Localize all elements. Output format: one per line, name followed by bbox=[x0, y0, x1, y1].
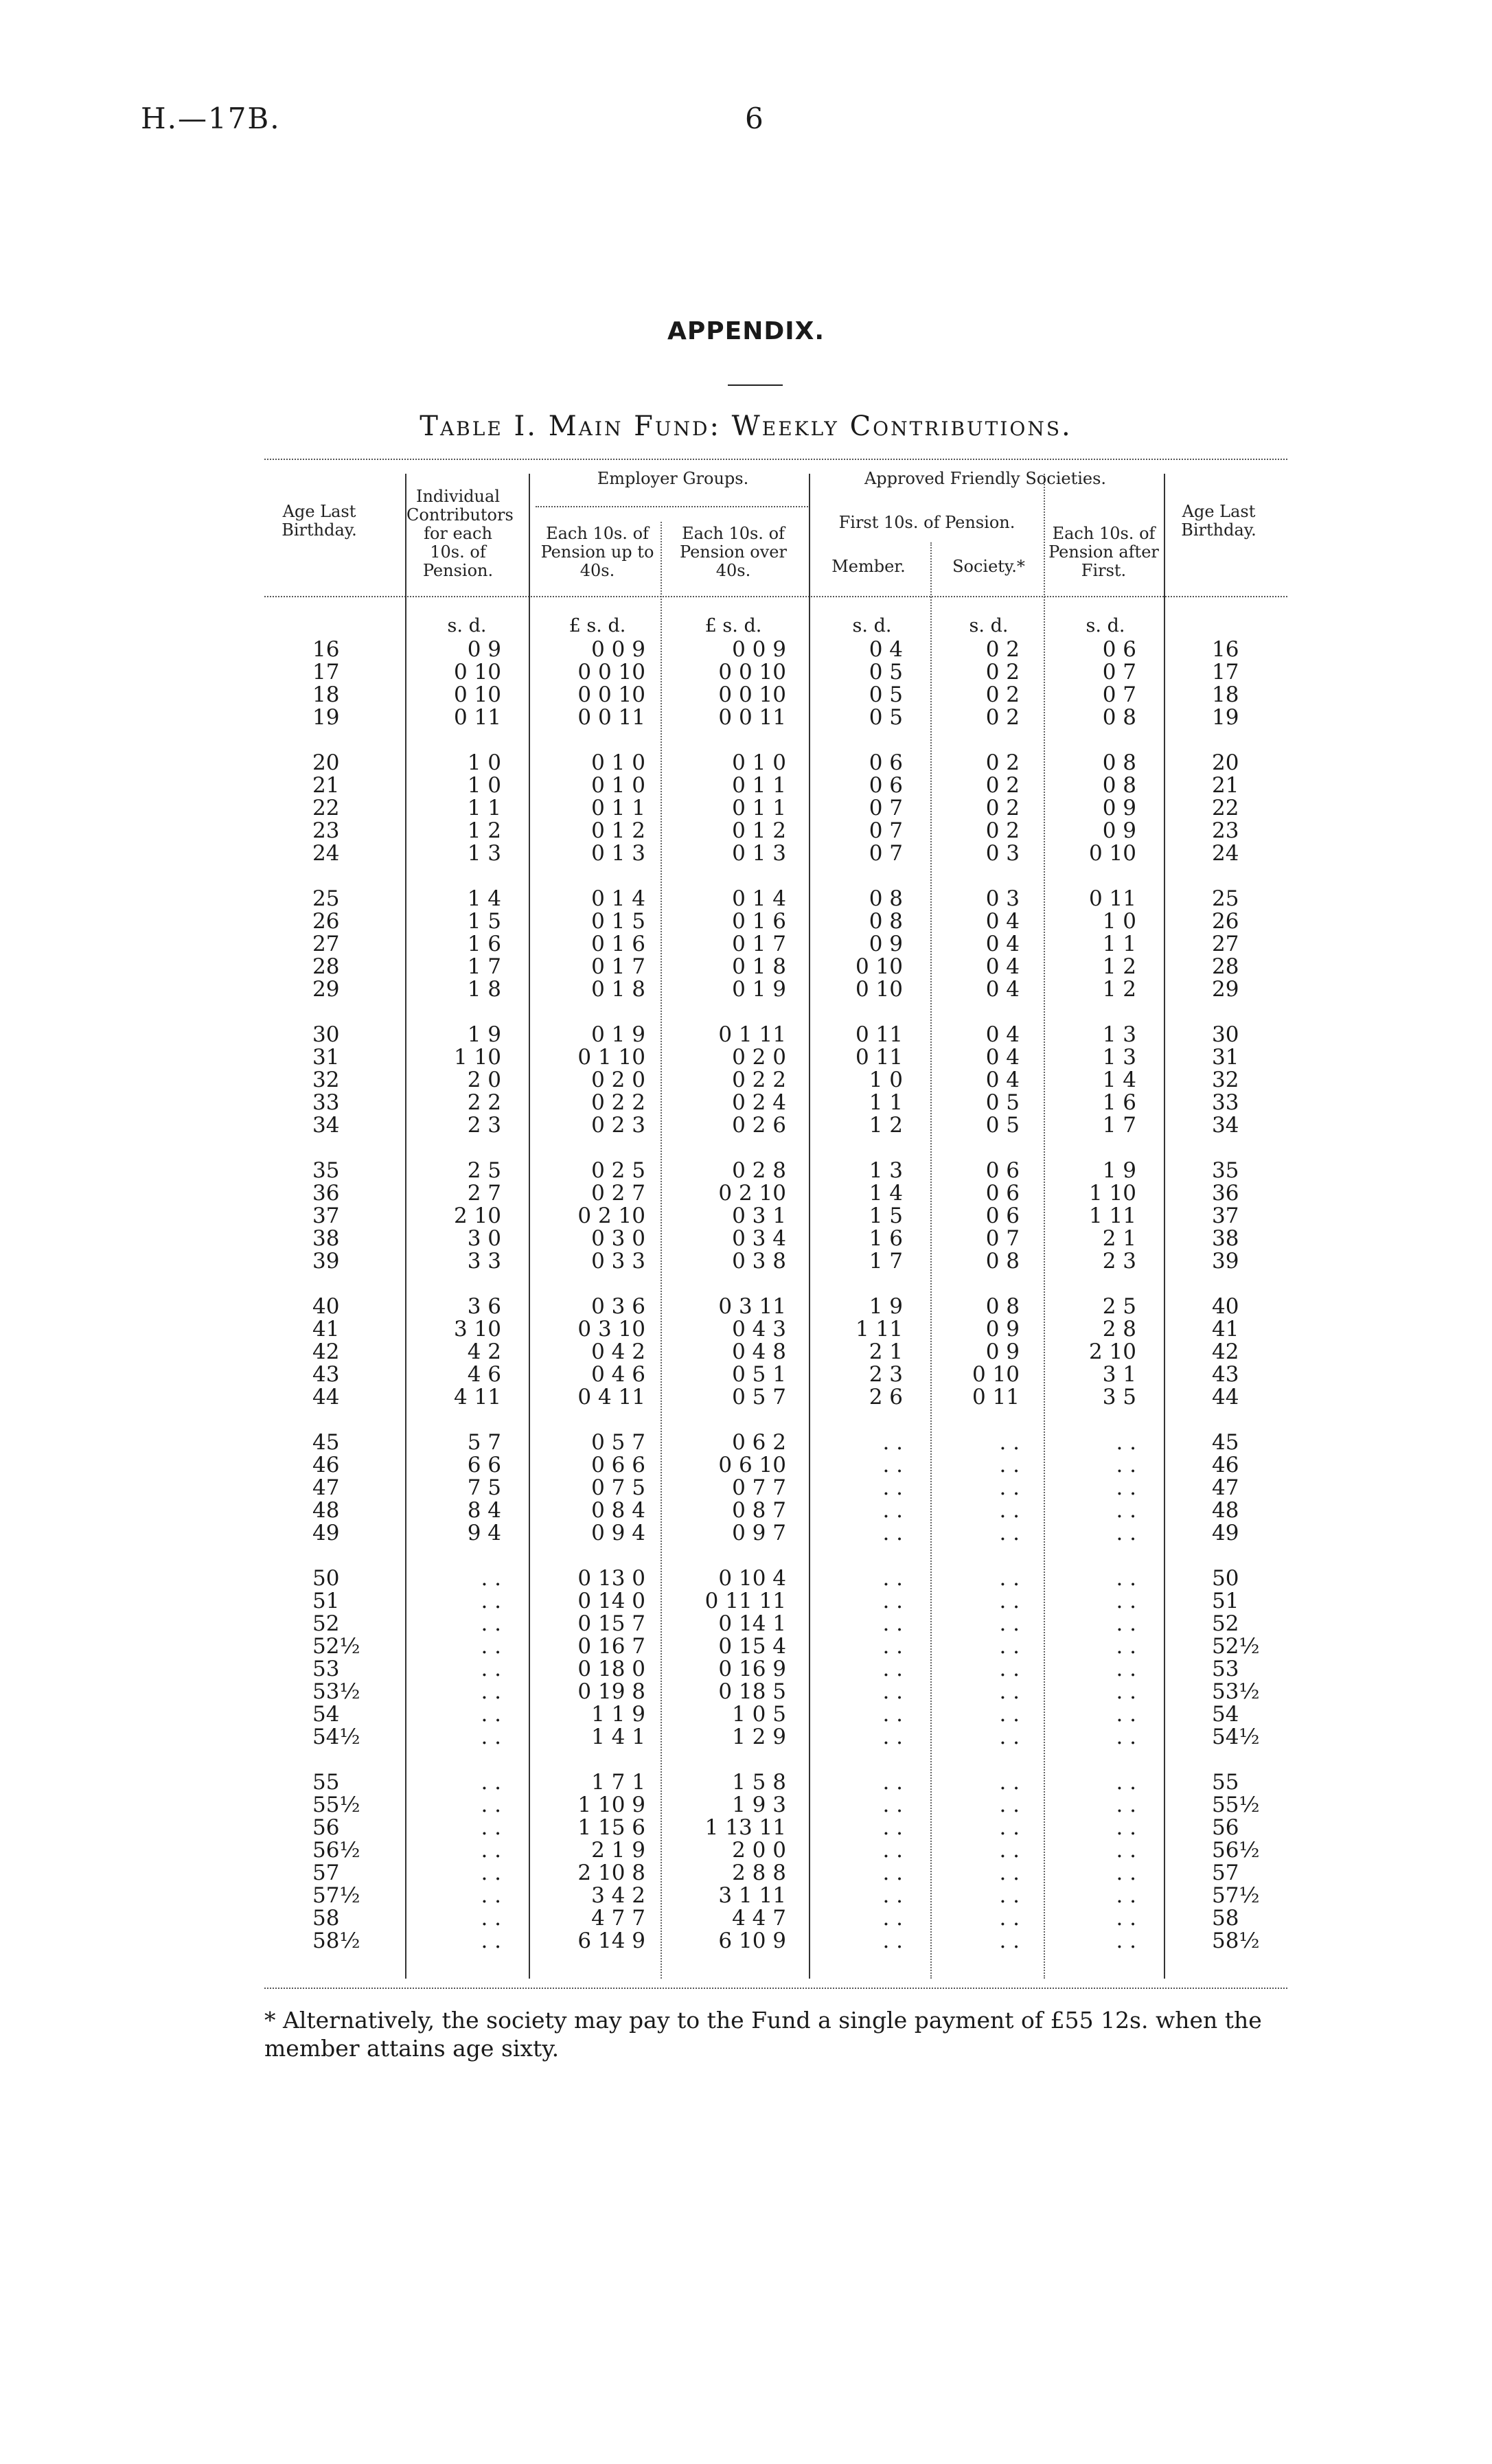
age-column-left: 16 17 18 19 20 21 22 23 24 25 26 27 28 29 30 31 32 33 34 35 36 37 38 39 40 41 42 43 44 45 46 47 48 49 50 51 52 52½ 53 53½ 54 54½ 55 55½ 56 56½ 57 57½ 58 58½ bbox=[312, 637, 360, 1953]
individual-units: s. d. bbox=[447, 615, 487, 636]
society-units: s. d. bbox=[969, 615, 1009, 636]
age-header-left: Age Last Birthday. bbox=[282, 502, 357, 540]
page-number: 6 bbox=[745, 102, 764, 135]
table-bottom-rule bbox=[264, 1988, 1287, 1989]
column-rule bbox=[809, 474, 810, 1979]
member-column: 0 4 0 5 0 5 0 5 0 6 0 6 0 7 0 7 0 7 0 8 0 8 0 9 0 10 0 10 0 11 0 11 1 0 1 1 1 2 1 3 1 4 1 5 1 6 1 7 1 9 1 11 2 1 2 3 2 6 . . . . . . . . . . . . . . . . . . . . . . . . . . . . . . . . . . . . . . . . . . bbox=[855, 637, 903, 1953]
society-column: 0 2 0 2 0 2 0 2 0 2 0 2 0 2 0 2 0 3 0 3 0 4 0 4 0 4 0 4 0 4 0 4 0 4 0 5 0 5 0 6 0 6 0 6 0 7 0 8 0 8 0 9 0 9 0 10 0 11 . . . . . . . . . . . . . . . . . . . . . . . . . . . . . . . . . . . . . . . . . . bbox=[972, 637, 1020, 1953]
individual-header: Individual Contributors for each 10s. of Pension. bbox=[406, 487, 514, 580]
header-top-rule bbox=[264, 459, 1287, 460]
column-rule bbox=[661, 522, 662, 1979]
age-column-right: 16 17 18 19 20 21 22 23 24 25 26 27 28 29 30 31 32 33 34 35 36 37 38 39 40 41 42 43 44 45 46 47 48 49 50 51 52 52½ 53 53½ 54 54½ 55 55½ 56 56½ 57 57½ 58 58½ bbox=[1212, 637, 1260, 1953]
page-reference: H.—17B. bbox=[141, 102, 281, 135]
column-rule bbox=[405, 474, 406, 1979]
member-units: s. d. bbox=[852, 615, 892, 636]
approved-societies-header: Approved Friendly Societies. bbox=[864, 469, 1107, 488]
table-title: Table I. Main Fund: Weekly Contributions. bbox=[420, 411, 1072, 442]
member-header: Member. bbox=[831, 557, 906, 576]
employer-upto40-header: Each 10s. of Pension up to 40s. bbox=[540, 524, 654, 580]
after-first-column: 0 6 0 7 0 7 0 8 0 8 0 8 0 9 0 9 0 10 0 11 1 0 1 1 1 2 1 2 1 3 1 3 1 4 1 6 1 7 1 9 1 10 1 11 2 1 2 3 2 5 2 8 2 10 3 1 3 5 . . . . . . . . . . . . . . . . . . . . . . . . . . . . . . . . . . . . . . . . . . bbox=[1088, 637, 1136, 1953]
employer-upto40-units: £ s. d. bbox=[569, 615, 626, 636]
header-bottom-rule bbox=[264, 596, 1287, 597]
column-rule bbox=[930, 542, 932, 1979]
individual-column: 0 9 0 10 0 10 0 11 1 0 1 0 1 1 1 2 1 3 1 4 1 5 1 6 1 7 1 8 1 9 1 10 2 0 2 2 2 3 2 5 2 7 2 10 3 0 3 3 3 6 3 10 4 2 4 6 4 11 5 7 6 6 7 5 8 4 9 4 . . . . . . . . . . . . . . . . . . . . . . . . . . . . . . . . bbox=[453, 637, 501, 1953]
age-header-right: Age Last Birthday. bbox=[1181, 502, 1256, 540]
employer-upto40-column: 0 0 9 0 0 10 0 0 10 0 0 11 0 1 0 0 1 0 0 1 1 0 1 2 0 1 3 0 1 4 0 1 5 0 1 6 0 1 7 0 1 8 0 1 9 0 1 10 0 2 0 0 2 2 0 2 3 0 2 5 0 2 7 0 2 10 0 3 0 0 3 3 0 3 6 0 3 10 0 4 2 0 4 6 0 4 11 0 5 7 0 6 6 0 7 5 0 8 4 0 9 4 0 13 0 0 14 0 0 15 7 0 16 7 0 18 0 0 19 8 1 1 9 1 4 1 1 7 1 1 10 9 1 15 6 2 1 9 2 10 8 3 4 2 4 7 7 6 14 9 bbox=[577, 637, 645, 1953]
after-first-units: s. d. bbox=[1086, 615, 1125, 636]
footnote: * Alternatively, the society may pay to the Fund a single payment of £55 12s. when the member attains age sixty. bbox=[264, 2007, 1262, 2062]
employer-over40-column: 0 0 9 0 0 10 0 0 10 0 0 11 0 1 0 0 1 1 0 1 1 0 1 2 0 1 3 0 1 4 0 1 6 0 1 7 0 1 8 0 1 9 0 1 11 0 2 0 0 2 2 0 2 4 0 2 6 0 2 8 0 2 10 0 3 1 0 3 4 0 3 8 0 3 11 0 4 3 0 4 8 0 5 1 0 5 7 0 6 2 0 6 10 0 7 7 0 8 7 0 9 7 0 10 4 0 11 11 0 14 1 0 15 4 0 16 9 0 18 5 1 0 5 1 2 9 1 5 8 1 9 3 1 13 11 2 0 0 2 8 8 3 1 11 4 4 7 6 10 9 bbox=[704, 637, 786, 1953]
heading-rule bbox=[728, 384, 783, 386]
first-10s-header: First 10s. of Pension. bbox=[838, 513, 1015, 532]
employer-over40-units: £ s. d. bbox=[704, 615, 762, 636]
after-first-header: Each 10s. of Pension after First. bbox=[1048, 524, 1159, 580]
society-header: Society.* bbox=[952, 557, 1025, 576]
column-rule bbox=[1044, 474, 1045, 1979]
column-rule bbox=[1164, 474, 1165, 1979]
column-rule bbox=[529, 474, 530, 1979]
employer-group-rule bbox=[536, 506, 810, 507]
appendix-heading: APPENDIX. bbox=[667, 317, 825, 345]
employer-over40-header: Each 10s. of Pension over 40s. bbox=[680, 524, 787, 580]
employer-groups-header: Employer Groups. bbox=[597, 469, 749, 488]
